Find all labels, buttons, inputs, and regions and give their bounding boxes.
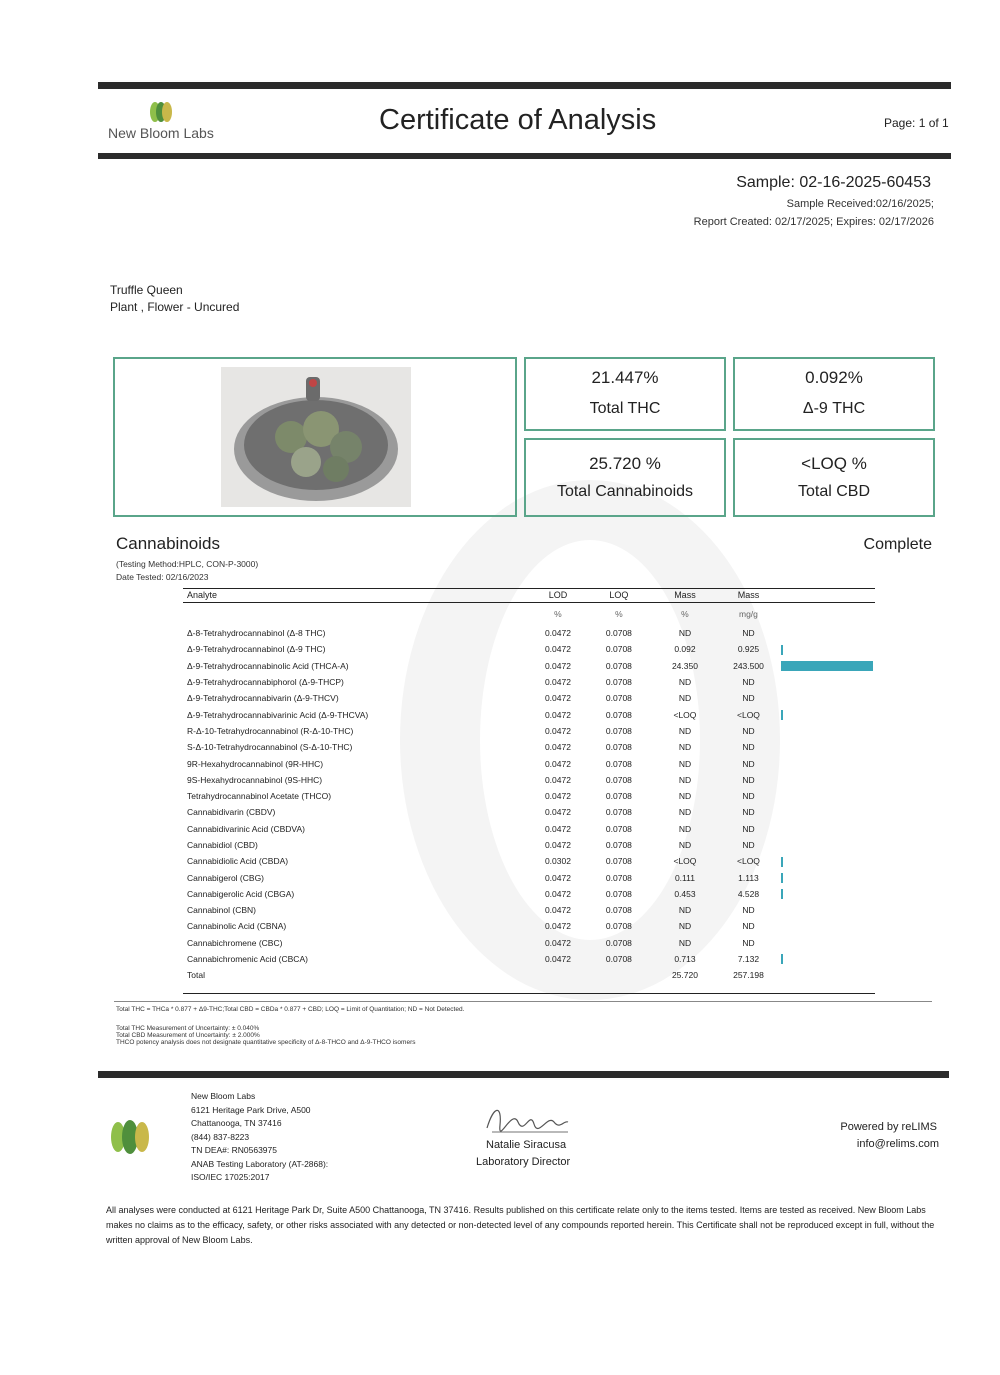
lod-cell: 0.0472: [544, 888, 571, 899]
mass-mg-cell: ND: [742, 791, 755, 802]
mass-pct-cell: ND: [678, 693, 692, 704]
result-bar-cell: [781, 690, 875, 706]
result-bar-cell: [781, 772, 875, 788]
result-bar-cell: [781, 935, 875, 951]
table-row: [183, 788, 875, 804]
table-row: [183, 755, 875, 771]
analyte-cell: Δ-9-Tetrahydrocannabivarin (Δ-9-THCV): [187, 693, 339, 704]
result-bar: [781, 710, 783, 720]
loq-cell: 0.0708: [605, 628, 632, 639]
loq-cell: 0.0708: [605, 660, 632, 671]
lod-cell: 0.0472: [544, 840, 571, 850]
table-bottom-rule: [183, 993, 875, 994]
analyte-cell: Δ-8-Tetrahydrocannabinol (Δ-8 THC): [187, 628, 326, 639]
testing-method: (Testing Method:HPLC, CON-P-3000): [116, 559, 259, 569]
loq-cell: 0.0708: [605, 709, 632, 720]
signer-title: Laboratory Director: [476, 1156, 571, 1168]
table-row: [183, 837, 875, 853]
lod-cell: 0.0472: [544, 774, 571, 785]
mass-pct-cell: ND: [678, 791, 692, 802]
top-rule: [98, 82, 951, 89]
mass-pct-cell: ND: [678, 677, 692, 688]
mass-mg-cell: 7.132: [737, 954, 760, 965]
summary-label: Total CBD: [797, 483, 871, 500]
result-bar-cell: [781, 706, 875, 722]
table-row: [183, 853, 875, 869]
result-bar: [781, 954, 783, 964]
footer-address: [191, 1090, 328, 1185]
mass-pct-cell: ND: [678, 921, 692, 932]
mass-mg-cell: ND: [742, 905, 755, 916]
mass-mg-cell: ND: [742, 693, 755, 704]
mass-mg-cell: 0.925: [737, 644, 760, 655]
section-status: Complete: [863, 536, 932, 553]
mass-mg-cell: ND: [742, 742, 755, 753]
result-bar-cell: [781, 951, 875, 967]
page-number: Page: 1 of 1: [884, 116, 949, 130]
sample-id: Sample: 02-16-2025-60453: [736, 174, 931, 191]
unit-mass-pct: %: [681, 609, 689, 619]
result-bar-cell: [781, 869, 875, 885]
footer-dea: TN DEA#: RN0563975: [191, 1145, 277, 1155]
lod-cell: 0.0472: [544, 921, 571, 932]
lod-cell: 0.0472: [544, 644, 571, 655]
table-row: [183, 739, 875, 755]
uncertainty-thc: Total THC Measurement of Uncertainty: ± 0.040%: [116, 1025, 260, 1032]
mass-pct-cell: ND: [678, 758, 692, 769]
footer-address2: Chattanooga, TN 37416: [191, 1118, 282, 1128]
analyte-cell: 9S-Hexahydrocannabinol (9S-HHC): [187, 774, 323, 785]
signature: [482, 1100, 572, 1136]
mass-mg-cell: ND: [742, 628, 755, 639]
loq-cell: 0.0708: [605, 774, 632, 785]
mass-pct-cell: ND: [678, 807, 692, 818]
mass-mg-cell: ND: [742, 774, 755, 785]
table-row: [183, 658, 875, 674]
section-title: Cannabinoids: [116, 534, 220, 553]
result-bar-cell: [781, 739, 875, 755]
total-mg: 257.198: [733, 970, 764, 981]
mass-pct-cell: ND: [678, 774, 692, 785]
disclaimer: All analyses were conducted at 6121 Heritage Park Dr, Suite A500 Chattanooga, TN 37416. Results published on this certificate relate only to the items tested. Items are tested as received. New Bloom Labs makes no claims as to the efficacy, safety, or other risks associated with any detected or non-detected level of any compounds reported herein. This Certificate shall not be reproduced except in full, without the written approval of New Bloom Labs.: [106, 1205, 935, 1245]
mass-mg-cell: <LOQ: [737, 709, 760, 720]
powered-by: Powered by reLIMS: [840, 1121, 937, 1133]
mass-pct-cell: <LOQ: [673, 709, 697, 720]
analyte-cell: Cannabidivarinic Acid (CBDVA): [187, 823, 305, 834]
loq-cell: 0.0708: [605, 644, 632, 655]
mass-pct-cell: <LOQ: [673, 856, 697, 867]
table-header-row: [183, 588, 875, 603]
product-type: Plant , Flower - Uncured: [110, 300, 240, 314]
footer-lab: New Bloom Labs: [191, 1091, 256, 1101]
col-analyte: Analyte: [187, 590, 218, 600]
loq-cell: 0.0708: [605, 791, 632, 802]
table-row: [183, 772, 875, 788]
sample-received: Sample Received:02/16/2025;: [786, 198, 934, 210]
footer-address1: 6121 Heritage Park Drive, A500: [191, 1104, 311, 1115]
header-rule: [98, 153, 951, 159]
mass-pct-cell: ND: [678, 823, 692, 834]
analyte-cell: Cannabidivarin (CBDV): [187, 807, 276, 818]
result-bar-cell: [781, 804, 875, 820]
mass-mg-cell: ND: [742, 937, 755, 948]
col-loq: LOQ: [609, 590, 629, 600]
lod-cell: 0.0472: [544, 823, 571, 834]
loq-cell: 0.0708: [605, 888, 632, 899]
loq-cell: 0.0708: [605, 693, 632, 704]
mass-mg-cell: 1.113: [738, 872, 759, 883]
summary-total-cannabinoids: [524, 438, 726, 517]
loq-cell: 0.0708: [605, 937, 632, 948]
table-row: [183, 674, 875, 690]
analyte-cell: Tetrahydrocannabinol Acetate (THCO): [187, 791, 332, 802]
product-name: Truffle Queen: [110, 283, 183, 297]
col-mass-pct: Mass: [674, 590, 696, 600]
analyte-cell: Δ-9-Tetrahydrocannabivarinic Acid (Δ-9-THCVA): [187, 709, 369, 720]
leaf-logo-icon: [105, 1117, 155, 1157]
lod-cell: 0.0472: [544, 791, 571, 802]
result-bar-cell: [781, 821, 875, 837]
result-bar: [781, 873, 783, 883]
unit-lod: %: [554, 609, 562, 619]
analyte-cell: Δ-9-Tetrahydrocannabinol (Δ-9 THC): [187, 644, 326, 655]
analyte-cell: Cannabigerolic Acid (CBGA): [187, 888, 295, 899]
mass-mg-cell: ND: [742, 677, 755, 688]
summary-label: Δ-9 THC: [802, 400, 866, 417]
mass-pct-cell: ND: [678, 905, 692, 916]
total-bar: [781, 967, 875, 983]
loq-cell: 0.0708: [605, 677, 632, 688]
analyte-cell: Cannabichromene (CBC): [187, 937, 283, 948]
lod-cell: 0.0472: [544, 660, 571, 671]
total-loq: [583, 967, 654, 983]
footer-email: info@relims.com: [856, 1138, 939, 1150]
table-row: [183, 641, 875, 657]
footer-rule: [98, 1071, 949, 1078]
loq-cell: 0.0708: [605, 758, 632, 769]
analyte-cell: Cannabidiol (CBD): [187, 840, 258, 850]
lod-cell: 0.0472: [544, 693, 571, 704]
mass-mg-cell: ND: [742, 725, 755, 736]
loq-cell: 0.0708: [605, 954, 632, 965]
loq-cell: 0.0708: [605, 921, 632, 932]
loq-cell: 0.0708: [605, 856, 632, 867]
table-row: [183, 935, 875, 951]
notes-rule: [114, 1001, 932, 1002]
mass-pct-cell: ND: [678, 840, 692, 850]
lod-cell: 0.0472: [544, 807, 571, 818]
lod-cell: 0.0472: [544, 758, 571, 769]
mass-pct-cell: 0.713: [674, 954, 696, 965]
lod-cell: 0.0472: [544, 709, 571, 720]
leaf-logo-icon: [145, 100, 177, 124]
lod-cell: 0.0472: [544, 872, 571, 883]
lod-cell: 0.0472: [544, 677, 571, 688]
summary-label: Total Cannabinoids: [556, 483, 694, 500]
result-bar: [781, 889, 783, 899]
col-lod: LOD: [548, 590, 568, 600]
report-dates: Report Created: 02/17/2025; Expires: 02/17/2026: [693, 216, 934, 228]
results-table: [183, 588, 875, 984]
lod-cell: 0.0472: [544, 905, 571, 916]
summary-value: <LOQ %: [801, 454, 867, 473]
loq-cell: 0.0708: [605, 742, 632, 753]
result-bar-cell: [781, 641, 875, 657]
unit-mass-mg: mg/g: [739, 609, 758, 619]
total-lod: [533, 967, 584, 983]
mass-pct-cell: 0.453: [674, 888, 696, 899]
col-bar: [781, 588, 875, 603]
mass-mg-cell: ND: [742, 921, 755, 932]
table-row: [183, 902, 875, 918]
table-row: [183, 690, 875, 706]
lod-cell: 0.0472: [544, 725, 571, 736]
table-row: [183, 723, 875, 739]
summary-label: Total THC: [589, 400, 661, 417]
table-row: [183, 869, 875, 885]
signer-name: Natalie Siracusa: [486, 1139, 567, 1151]
result-bar-cell: [781, 755, 875, 771]
sample-photo: [221, 367, 411, 507]
loq-cell: 0.0708: [605, 823, 632, 834]
mass-mg-cell: <LOQ: [737, 856, 760, 867]
mass-mg-cell: 243.500: [733, 660, 764, 671]
summary-total-cbd: [733, 438, 935, 517]
sample-image-frame: [113, 357, 517, 517]
result-bar: [781, 857, 783, 867]
loq-cell: 0.0708: [605, 725, 632, 736]
lab-name: New Bloom Labs: [108, 125, 214, 141]
lod-cell: 0.0472: [544, 742, 571, 753]
uncertainty-cbd: Total CBD Measurement of Uncertainty: ± 2.000%: [116, 1032, 260, 1039]
mass-pct-cell: ND: [678, 725, 692, 736]
summary-value: 0.092%: [805, 368, 863, 387]
result-bar-cell: [781, 658, 875, 674]
unit-bar: [781, 603, 875, 626]
analyte-cell: Δ-9-Tetrahydrocannabiphorol (Δ-9-THCP): [187, 677, 344, 688]
analyte-cell: Cannabichromenic Acid (CBCA): [187, 954, 308, 965]
col-mass-mg: Mass: [737, 590, 760, 600]
mass-pct-cell: ND: [678, 742, 692, 753]
analyte-cell: Cannabigerol (CBG): [187, 872, 265, 883]
result-bar: [781, 645, 783, 655]
lod-cell: 0.0302: [544, 856, 571, 867]
mass-pct-cell: 24.350: [671, 660, 698, 671]
table-row: [183, 886, 875, 902]
result-bar-cell: [781, 853, 875, 869]
summary-total-thc: [524, 357, 726, 431]
mass-pct-cell: ND: [678, 937, 692, 948]
result-bar-cell: [781, 625, 875, 641]
thco-note: THCO potency analysis does not designate quantitative specificity of Δ-8-THCO and Δ-9-THCO isomers: [116, 1039, 416, 1046]
mass-mg-cell: ND: [742, 823, 755, 834]
mass-pct-cell: ND: [678, 628, 692, 639]
footer-iso: ISO/IEC 17025:2017: [191, 1172, 270, 1182]
total-row: [183, 967, 875, 983]
lod-cell: 0.0472: [544, 937, 571, 948]
mass-mg-cell: ND: [742, 758, 755, 769]
result-bar-cell: [781, 886, 875, 902]
page-title: Certificate of Analysis: [379, 104, 657, 136]
table-row: [183, 821, 875, 837]
result-bar-cell: [781, 788, 875, 804]
loq-cell: 0.0708: [605, 905, 632, 916]
mass-mg-cell: 4.528: [737, 888, 760, 899]
table-row: [183, 951, 875, 967]
result-bar-cell: [781, 837, 875, 853]
footer-anab: ANAB Testing Laboratory (AT-2868):: [191, 1158, 329, 1169]
analyte-cell: S-Δ-10-Tetrahydrocannabinol (S-Δ-10-THC): [187, 742, 353, 753]
loq-cell: 0.0708: [605, 807, 632, 818]
result-bar-cell: [781, 674, 875, 690]
total-pct: 25.720: [671, 970, 698, 981]
mass-pct-cell: 0.111: [674, 872, 695, 883]
date-tested: Date Tested: 02/16/2023: [116, 572, 209, 582]
table-row: [183, 706, 875, 722]
footer-phone: (844) 837-8223: [191, 1131, 250, 1142]
result-bar: [781, 661, 873, 671]
analyte-cell: Cannabidiolic Acid (CBDA): [187, 856, 289, 867]
analyte-cell: Δ-9-Tetrahydrocannabinolic Acid (THCA-A): [187, 660, 349, 671]
unit-blank: [183, 603, 533, 626]
total-label: Total: [187, 970, 205, 981]
table-units-row: [183, 603, 875, 626]
formula-note: Total THC = THCa * 0.877 + Δ9-THC;Total CBD = CBDa * 0.877 + CBD; LOQ = Limit of Quantitation; ND = Not Detected.: [116, 1006, 465, 1013]
result-bar-cell: [781, 723, 875, 739]
mass-pct-cell: 0.092: [674, 644, 696, 655]
summary-value: 21.447%: [591, 368, 659, 387]
analyte-cell: Cannabinolic Acid (CBNA): [187, 921, 287, 932]
lod-cell: 0.0472: [544, 954, 571, 965]
lod-cell: 0.0472: [544, 628, 571, 639]
summary-d9-thc: [733, 357, 935, 431]
result-bar-cell: [781, 902, 875, 918]
table-row: [183, 804, 875, 820]
analyte-cell: R-Δ-10-Tetrahydrocannabinol (R-Δ-10-THC): [187, 725, 354, 736]
unit-loq: %: [615, 609, 623, 619]
result-bar-cell: [781, 918, 875, 934]
table-row: [183, 918, 875, 934]
mass-mg-cell: ND: [742, 807, 755, 818]
summary-value: 25.720 %: [589, 454, 661, 473]
analyte-cell: 9R-Hexahydrocannabinol (9R-HHC): [187, 758, 324, 769]
mass-mg-cell: ND: [742, 840, 755, 850]
table-row: [183, 625, 875, 641]
loq-cell: 0.0708: [605, 872, 632, 883]
loq-cell: 0.0708: [605, 840, 632, 850]
analyte-cell: Cannabinol (CBN): [187, 905, 256, 916]
